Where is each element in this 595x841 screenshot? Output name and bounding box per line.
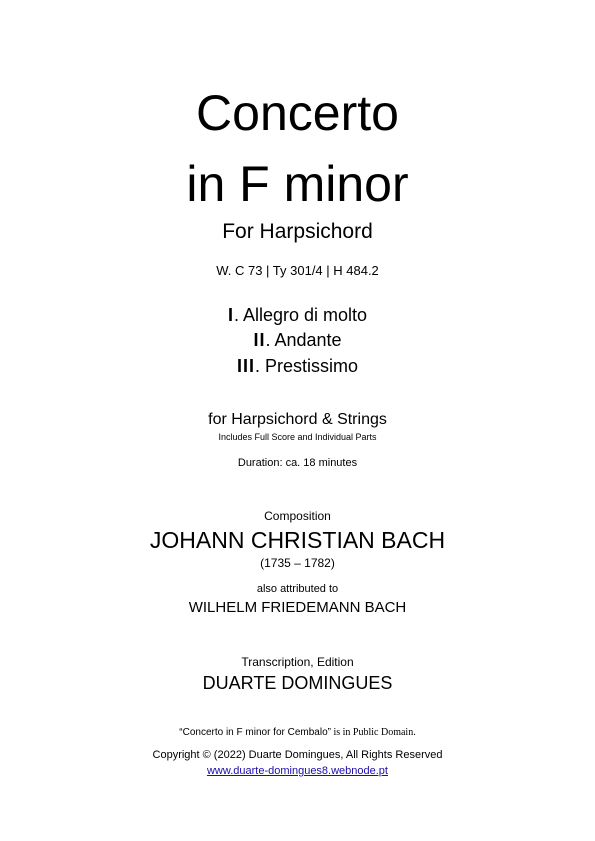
subtitle: For Harpsichord: [222, 220, 373, 243]
movement-3-name: . Prestissimo: [254, 356, 359, 376]
copyright-notice: Copyright © (2022) Duarte Domingues, All Rights Reserved: [152, 749, 443, 761]
composer-name: JOHANN CHRISTIAN BACH: [149, 527, 446, 553]
attributed-label: also attributed to: [256, 583, 339, 595]
public-domain-title: “Concerto in F minor for Cembalo”: [179, 727, 331, 738]
movement-1-numeral: I: [227, 305, 234, 325]
website-line: [0, 766, 595, 777]
composer-dates: (1735 – 1782): [260, 556, 335, 570]
instrumentation: for Harpsichord & Strings: [208, 411, 387, 428]
editor-name: DUARTE DOMINGUES: [202, 673, 393, 693]
movement-1: [0, 306, 595, 324]
movement-2-name: . Andante: [265, 330, 342, 350]
includes-note: Includes Full Score and Individual Parts: [218, 432, 377, 442]
public-domain-notice: [0, 728, 595, 738]
attributed-name: WILHELM FRIEDEMANN BACH: [188, 599, 407, 616]
movement-3: [0, 357, 595, 375]
public-domain-text: is in Public Domain.: [330, 727, 416, 738]
movement-2: [0, 331, 595, 349]
catalogue-numbers: W. C 73 | Ty 301/4 | H 484.2: [216, 263, 379, 278]
title-line-2: in F minor: [186, 156, 409, 212]
duration: Duration: ca. 18 minutes: [237, 457, 358, 469]
movement-2-numeral: II: [253, 330, 266, 350]
website-link[interactable]: www.duarte-domingues8.webnode.pt: [206, 765, 388, 777]
edition-label: Transcription, Edition: [241, 655, 354, 669]
composition-label: Composition: [264, 509, 331, 523]
title-line-1: Concerto: [196, 85, 399, 141]
movement-3-numeral: III: [236, 356, 255, 376]
movement-1-name: . Allegro di molto: [233, 305, 368, 325]
